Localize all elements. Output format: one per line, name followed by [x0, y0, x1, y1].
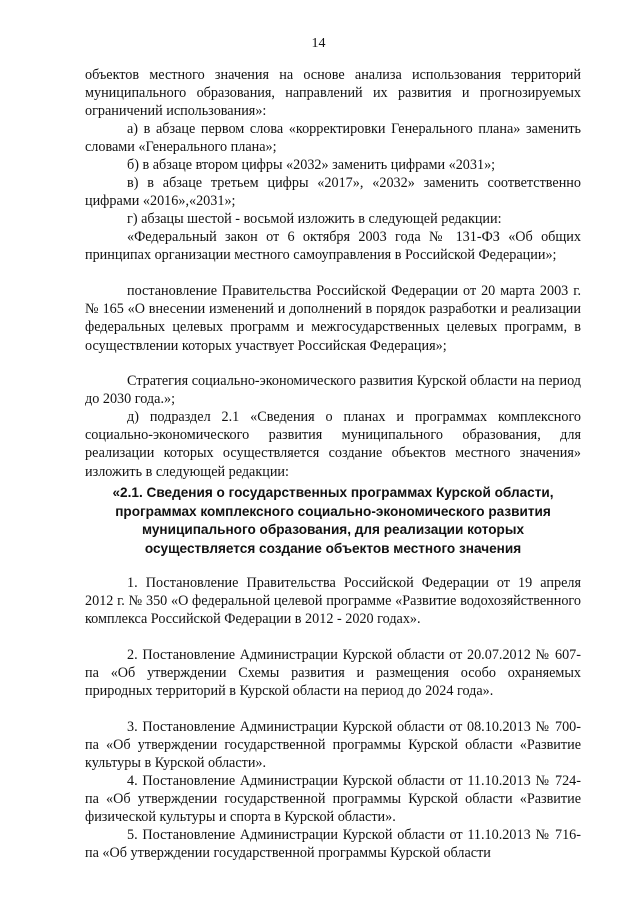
paragraph-item-d: д) подраздел 2.1 «Сведения о планах и программах комплексного социально-экономического развития муниципального образования, для реализации которых осуществляется создание объектов местного значения» изложить в следующей редакции: [85, 409, 581, 480]
section-heading: «2.1. Сведения о государственных программах Курской области, программах комплексного социально-экономического развития муниципального образования, для реализации которых осуществляется создание объектов местного значения [112, 485, 554, 556]
list-item: 1. Постановление Правительства Российской Федерации от 19 апреля 2012 г. № 350 «О федеральной целевой программе «Развитие водохозяйственного комплекса Российской Федерации в 2012 - 2020 годах». [85, 575, 581, 628]
list-item: 3. Постановление Администрации Курской области от 08.10.2013 № 700-па «Об утверждении государственной программы Курской области «Развитие культуры в Курской области». [85, 719, 581, 772]
paragraph-government-decree: постановление Правительства Российской Федерации от 20 марта 2003 г. № 165 «О внесении изменений и дополнений в порядок разработки и реализации федеральных целевых программ и межгосударственных целевых программ, в осуществлении которых участвует Российская Федерация»; [85, 283, 581, 354]
page-number: 14 [311, 36, 326, 51]
paragraph-item-a: а) в абзаце первом слова «корректировки Генерального плана» заменить словами «Генерального плана»; [85, 121, 581, 156]
list-item: 4. Постановление Администрации Курской области от 11.10.2013 № 724-па «Об утверждении государственной программы Курской области «Развитие физической культуры и спорта в Курской области». [85, 773, 581, 826]
paragraph-item-v: в) в абзаце третьем цифры «2017», «2032» заменить соответственно цифрами «2016»,«2031»; [85, 175, 581, 210]
paragraph-continuation: объектов местного значения на основе анализа использования территорий муниципального образования, направлений их развития и прогнозируемых ограничений использования»: [85, 67, 581, 120]
list-item: 2. Постановление Администрации Курской области от 20.07.2012 № 607-па «Об утверждении Схемы развития и размещения особо охраняемых природных территорий в Курской области на период до 2024 года». [85, 647, 581, 700]
paragraph-strategy: Стратегия социально-экономического развития Курской области на период до 2030 года.»; [85, 373, 581, 408]
paragraph-item-g: г) абзацы шестой - восьмой изложить в следующей редакции: [127, 211, 502, 227]
paragraph-item-b: б) в абзаце втором цифры «2032» заменить цифрами «2031»; [127, 157, 496, 173]
paragraph-federal-law: «Федеральный закон от 6 октября 2003 года № 131-ФЗ «Об общих принципах организации местного самоуправления в Российской Федерации»; [85, 229, 581, 264]
list-item: 5. Постановление Администрации Курской области от 11.10.2013 № 716-па «Об утверждении государственной программы Курской области [85, 827, 581, 862]
